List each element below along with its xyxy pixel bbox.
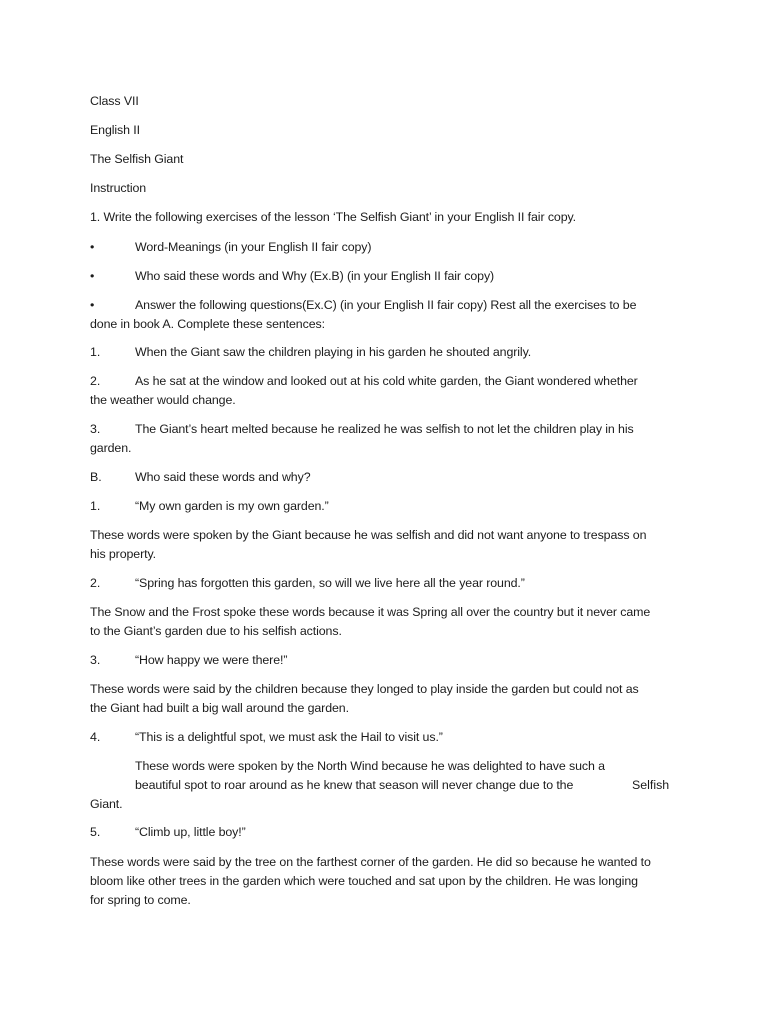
question-number: 1.	[90, 499, 101, 513]
class-label: Class VII	[90, 94, 139, 108]
bullet-item-continuation: done in book A. Complete these sentences:	[90, 317, 325, 331]
bullet-marker: •	[90, 269, 95, 283]
lesson-title: The Selfish Giant	[90, 152, 184, 166]
sentence-number: 2.	[90, 374, 101, 388]
sentence-2: As he sat at the window and looked out at his cold white garden, the Giant wondered whether	[135, 374, 638, 388]
sentence-3-continuation: garden.	[90, 441, 132, 455]
bullet-item-who-said: Who said these words and Why (Ex.B) (in your English II fair copy)	[135, 269, 495, 283]
answer-4-continuation: beautiful spot to roar around as he knew that season will never change due to the	[135, 778, 574, 792]
bullet-marker: •	[90, 298, 95, 312]
answer-4-continuation-end: Selfish	[632, 778, 670, 792]
question-4: “This is a delightful spot, we must ask the Hail to visit us.”	[135, 730, 443, 744]
question-number: 5.	[90, 825, 101, 839]
instruction-heading: Instruction	[90, 181, 147, 195]
section-b-heading: Who said these words and why?	[135, 470, 311, 484]
sentence-number: 3.	[90, 422, 101, 436]
sentence-1: When the Giant saw the children playing in his garden he shouted angrily.	[135, 345, 532, 359]
question-5: “Climb up, little boy!”	[135, 825, 246, 839]
sentence-number: 1.	[90, 345, 101, 359]
answer-4-final: Giant.	[90, 797, 123, 811]
answer-5-continuation: bloom like other trees in the garden which were touched and sat upon by the children. He was longing	[90, 874, 638, 888]
question-number: 2.	[90, 576, 101, 590]
section-label: B.	[90, 470, 102, 484]
question-number: 4.	[90, 730, 101, 744]
question-3: “How happy we were there!”	[135, 653, 288, 667]
instruction-line: 1. Write the following exercises of the lesson ‘The Selfish Giant’ in your English II fair copy.	[90, 210, 577, 224]
answer-3-continuation: the Giant had built a big wall around the garden.	[90, 701, 349, 715]
answer-5: These words were said by the tree on the farthest corner of the garden. He did so because he wanted to	[90, 855, 651, 869]
answer-1-continuation: his property.	[90, 547, 156, 561]
sentence-3: The Giant’s heart melted because he realized he was selfish to not let the children play in his	[135, 422, 634, 436]
bullet-item-answer-questions: Answer the following questions(Ex.C) (in your English II fair copy) Rest all the exercises to be	[135, 298, 637, 312]
answer-2-continuation: to the Giant’s garden due to his selfish actions.	[90, 624, 342, 638]
answer-5-final: for spring to come.	[90, 893, 191, 907]
question-number: 3.	[90, 653, 101, 667]
answer-3: These words were said by the children because they longed to play inside the garden but could not as	[90, 682, 639, 696]
subject-label: English II	[90, 123, 140, 137]
sentence-2-continuation: the weather would change.	[90, 393, 236, 407]
bullet-marker: •	[90, 240, 95, 254]
answer-1: These words were spoken by the Giant because he was selfish and did not want anyone to trespass on	[90, 528, 647, 542]
question-1: “My own garden is my own garden.”	[135, 499, 329, 513]
answer-4: These words were spoken by the North Wind because he was delighted to have such a	[135, 759, 605, 773]
question-2: “Spring has forgotten this garden, so will we live here all the year round.”	[135, 576, 525, 590]
answer-2: The Snow and the Frost spoke these words because it was Spring all over the country but it never came	[90, 605, 651, 619]
bullet-item-word-meanings: Word-Meanings (in your English II fair copy)	[135, 240, 372, 254]
